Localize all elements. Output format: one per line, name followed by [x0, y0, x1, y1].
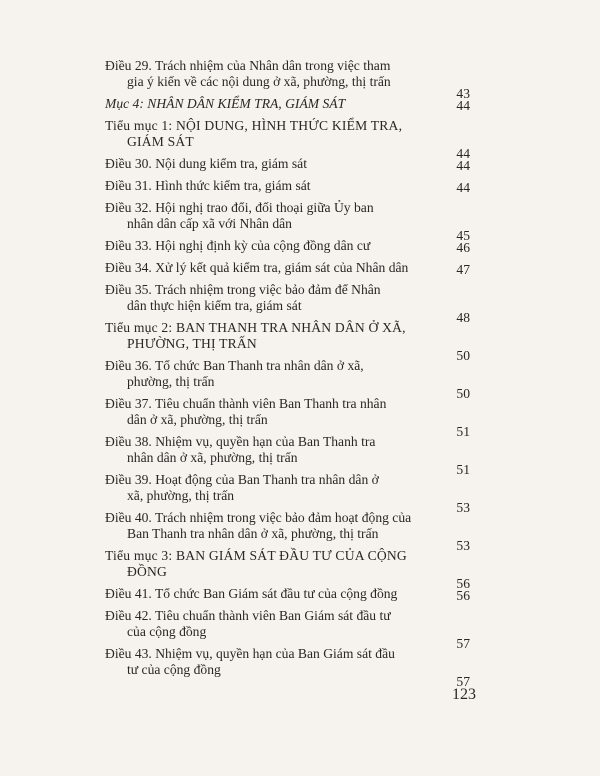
toc-entry-title: Mục 4: NHÂN DÂN KIỂM TRA, GIÁM SÁT [105, 96, 346, 111]
toc-entry-page: 44 [456, 98, 470, 113]
toc-entry [105, 472, 470, 515]
toc-entry-page: 57 [456, 636, 470, 651]
toc-entry-page: 57 [456, 674, 470, 689]
toc-entry-text [105, 238, 425, 254]
toc-entry [105, 156, 470, 172]
toc-entry [105, 118, 470, 161]
toc-entry-title-continued: Ban Thanh tra nhân dân ở xã, phường, thị trấn [127, 526, 379, 541]
toc-entry-text [105, 118, 425, 150]
toc-entry-page: 53 [456, 538, 470, 553]
toc-entry-title-continued: nhân dân ở xã, phường, thị trấn [127, 450, 298, 465]
toc-entry-title: Tiểu mục 2: BAN THANH TRA NHÂN DÂN Ở XÃ, [105, 320, 406, 335]
toc-entry-title-continued: dân ở xã, phường, thị trấn [127, 412, 268, 427]
toc-entry-title: Điều 43. Nhiệm vụ, quyền hạn của Ban Giám sát đầu [105, 646, 395, 661]
toc-entry-title-continued: của cộng đồng [127, 624, 207, 639]
toc-entry-title-continued: xã, phường, thị trấn [127, 488, 235, 503]
toc-entry-title-continued: phường, thị trấn [127, 374, 215, 389]
toc-entry-text [105, 472, 425, 504]
toc-entry-text [105, 178, 425, 194]
page-number: 123 [452, 686, 476, 703]
toc-entry [105, 586, 470, 602]
toc-entry-title: Điều 33. Hội nghị định kỳ của cộng đồng dân cư [105, 238, 371, 253]
toc-entry-page: 56 [456, 576, 470, 591]
toc-entry-title: Tiểu mục 3: BAN GIÁM SÁT ĐẦU TƯ CỦA CỘNG [105, 548, 407, 563]
toc-entry [105, 608, 470, 651]
toc-entry-title-continued: GIÁM SÁT [127, 134, 194, 149]
toc-entry-title: Điều 37. Tiêu chuẩn thành viên Ban Thanh tra nhân [105, 396, 387, 411]
toc-entry-text [105, 646, 425, 678]
toc-entry [105, 238, 470, 254]
toc-entry-page: 53 [456, 500, 470, 515]
toc-entry-title: Điều 40. Trách nhiệm trong việc bảo đảm hoạt động của [105, 510, 412, 525]
toc-entry-title-continued: tư của cộng đồng [127, 662, 221, 677]
toc-entry-title: Điều 41. Tổ chức Ban Giám sát đầu tư của cộng đồng [105, 586, 398, 601]
toc-entry-text [105, 396, 425, 428]
toc-entry-title: Điều 34. Xử lý kết quả kiểm tra, giám sát của Nhân dân [105, 260, 409, 275]
toc-entry-page: 48 [456, 310, 470, 325]
toc-entry-title-continued: dân thực hiện kiểm tra, giám sát [127, 298, 302, 313]
table-of-contents [105, 58, 470, 689]
toc-entry-text [105, 156, 425, 172]
toc-entry [105, 434, 470, 477]
toc-entry-title: Điều 39. Hoạt động của Ban Thanh tra nhân dân ở [105, 472, 379, 487]
toc-entry-text [105, 320, 425, 352]
toc-entry-text [105, 282, 425, 314]
toc-entry-title-continued: gia ý kiến về các nội dung ở xã, phường, thị trấn [127, 74, 391, 89]
toc-entry-page: 50 [456, 386, 470, 401]
toc-entry-title: Tiểu mục 1: NỘI DUNG, HÌNH THỨC KIỂM TRA, [105, 118, 403, 133]
toc-entry-page: 51 [456, 424, 470, 439]
toc-entry [105, 396, 470, 439]
toc-entry [105, 282, 470, 325]
toc-entry-page: 51 [456, 462, 470, 477]
toc-entry [105, 358, 470, 401]
toc-entry-page: 43 [456, 86, 470, 101]
toc-entry-title-continued: nhân dân cấp xã với Nhân dân [127, 216, 292, 231]
toc-entry-title: Điều 42. Tiêu chuẩn thành viên Ban Giám sát đầu tư [105, 608, 391, 623]
toc-entry-text [105, 260, 425, 276]
toc-entry-title: Điều 32. Hội nghị trao đổi, đối thoại giữa Ủy ban [105, 200, 374, 215]
toc-entry-text [105, 510, 425, 542]
toc-entry-text [105, 548, 425, 580]
toc-entry-text [105, 96, 425, 112]
toc-entry-page: 56 [456, 588, 470, 603]
toc-entry-text [105, 58, 425, 90]
toc-entry [105, 320, 470, 363]
toc-entry-text [105, 434, 425, 466]
toc-entry-page: 47 [456, 262, 470, 277]
toc-entry [105, 200, 470, 243]
toc-entry-page: 44 [456, 180, 470, 195]
toc-entry [105, 178, 470, 194]
toc-entry [105, 510, 470, 553]
toc-entry-page: 44 [456, 146, 470, 161]
toc-entry-text [105, 358, 425, 390]
toc-entry-title-continued: ĐỒNG [127, 564, 168, 579]
toc-entry [105, 96, 470, 112]
toc-entry [105, 646, 470, 689]
toc-entry-title: Điều 30. Nội dung kiểm tra, giám sát [105, 156, 307, 171]
toc-entry-title: Điều 29. Trách nhiệm của Nhân dân trong việc tham [105, 58, 391, 73]
toc-entry-text [105, 608, 425, 640]
toc-entry [105, 260, 470, 276]
toc-entry-title: Điều 31. Hình thức kiểm tra, giám sát [105, 178, 311, 193]
toc-entry-text [105, 586, 425, 602]
toc-entry-title-continued: PHƯỜNG, THỊ TRẤN [127, 336, 257, 351]
toc-entry-text [105, 200, 425, 232]
toc-entry-title: Điều 36. Tổ chức Ban Thanh tra nhân dân ở xã, [105, 358, 364, 373]
toc-entry-title: Điều 35. Trách nhiệm trong việc bảo đảm để Nhân [105, 282, 381, 297]
toc-entry [105, 548, 470, 591]
toc-entry [105, 58, 470, 101]
toc-entry-title: Điều 38. Nhiệm vụ, quyền hạn của Ban Thanh tra [105, 434, 376, 449]
toc-entry-page: 46 [456, 240, 470, 255]
toc-entry-page: 45 [456, 228, 470, 243]
toc-entry-page: 44 [456, 158, 470, 173]
toc-entry-page: 50 [456, 348, 470, 363]
